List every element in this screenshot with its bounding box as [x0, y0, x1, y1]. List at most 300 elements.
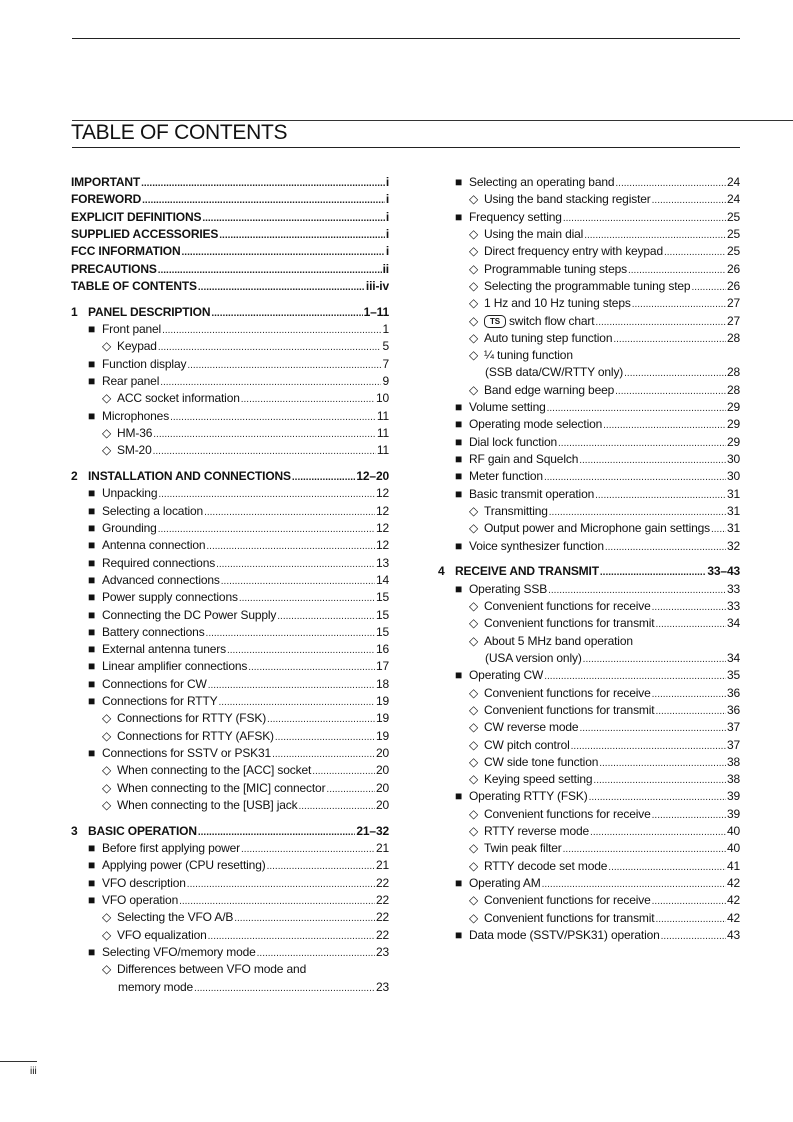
entry-text: PANEL DESCRIPTION	[88, 304, 211, 319]
toc-subentry[interactable]	[438, 633, 740, 650]
dot-leader	[158, 490, 375, 500]
page-number-ref: 25	[726, 226, 740, 241]
page-number-ref: 28	[726, 330, 740, 345]
page-number-ref: 11	[376, 425, 389, 440]
toc-subentry[interactable]	[438, 892, 740, 909]
entry-text: Unpacking	[102, 486, 158, 501]
entry-label	[469, 598, 651, 615]
entry-text: SUPPLIED ACCESSORIES	[71, 226, 219, 241]
page-number-ref: 26	[726, 261, 740, 276]
dot-leader	[162, 326, 381, 336]
page-number-ref: 14	[375, 572, 389, 587]
dot-leader	[158, 266, 382, 276]
toc-entry[interactable]	[71, 944, 389, 961]
toc-entry-front-matter[interactable]	[71, 261, 389, 278]
entry-label	[455, 174, 614, 191]
toc-subentry[interactable]	[438, 685, 740, 702]
entry-text: When connecting to the [USB] jack	[117, 797, 298, 812]
entry-label	[88, 875, 186, 892]
entry-text: RF gain and Squelch	[469, 452, 579, 466]
entry-text: RECEIVE AND TRANSMIT	[455, 564, 599, 579]
toc-entry[interactable]	[71, 624, 389, 641]
page-number-ref: 35	[726, 668, 740, 683]
entry-label	[88, 520, 157, 537]
entry-text: Using the band stacking register	[484, 192, 651, 207]
page-number-ref: 24	[726, 175, 740, 189]
page-number-ref: 31	[726, 521, 740, 536]
page-number-ref: 20	[375, 780, 389, 795]
toc-entry[interactable]	[71, 658, 389, 675]
toc-subentry[interactable]	[438, 503, 740, 520]
dot-leader	[558, 439, 726, 449]
diamond-bullet-icon: ◇	[469, 720, 479, 735]
entry-text: Frequency setting	[469, 209, 562, 224]
entry-label	[88, 408, 169, 425]
entry-label	[455, 788, 588, 805]
toc-entry-front-matter[interactable]	[71, 278, 389, 295]
entry-label	[88, 693, 218, 710]
toc-section-heading[interactable]	[71, 304, 389, 321]
entry-label	[455, 209, 562, 226]
entry-text: Grounding	[102, 520, 157, 535]
entry-label	[438, 563, 599, 580]
page-number-ref: 42	[726, 893, 740, 908]
dot-leader	[664, 248, 726, 258]
toc-subentry[interactable]	[71, 762, 389, 779]
entry-label	[88, 892, 178, 909]
entry-label	[455, 399, 546, 416]
diamond-bullet-icon: ◇	[102, 910, 112, 925]
entry-label	[469, 633, 633, 650]
entry-text: Operating RTTY (FSK)	[469, 789, 588, 804]
toc-entry[interactable]	[71, 408, 389, 425]
toc-subentry[interactable]	[438, 278, 740, 295]
dot-leader	[661, 932, 726, 942]
square-bullet-icon: ■	[88, 322, 96, 336]
square-bullet-icon: ■	[88, 373, 96, 388]
diamond-bullet-icon: ◇	[469, 858, 479, 873]
entry-text: FOREWORD	[71, 192, 142, 207]
toc-entry[interactable]	[438, 486, 740, 503]
entry-label	[71, 209, 201, 226]
entry-label	[118, 979, 193, 996]
page-number-ref: 21	[375, 841, 389, 856]
page-number-ref: 17	[375, 659, 389, 674]
toc-entry[interactable]	[71, 745, 389, 762]
square-bullet-icon: ■	[88, 520, 96, 535]
entry-label	[469, 503, 548, 520]
entry-text: Connections for SSTV or PSK31	[102, 746, 272, 760]
diamond-bullet-icon: ◇	[102, 728, 112, 743]
entry-text: Selecting the VFO A/B	[117, 910, 234, 925]
page-number: iii	[30, 1066, 37, 1077]
toc-entry[interactable]	[71, 676, 389, 693]
diamond-bullet-icon: ◇	[102, 927, 112, 942]
toc-section-heading[interactable]	[71, 823, 389, 840]
entry-label	[469, 226, 583, 243]
dot-leader	[272, 750, 375, 760]
page-number-ref: 27	[726, 296, 740, 311]
dot-leader	[711, 525, 726, 535]
page-number-ref: 13	[375, 555, 389, 570]
title-underline	[72, 147, 740, 148]
entry-text: About 5 MHz band operation	[484, 633, 633, 648]
entry-text: Keying speed setting	[484, 772, 593, 787]
entry-text: Convenient functions for transmit	[484, 616, 655, 631]
dot-leader	[624, 369, 726, 379]
toc-subentry[interactable]	[71, 442, 389, 459]
entry-text: 1 Hz and 10 Hz tuning steps	[484, 296, 631, 311]
toc-entry[interactable]	[438, 451, 740, 468]
page-number-ref: 11	[376, 408, 389, 423]
entry-text: CW pitch control	[484, 737, 570, 752]
toc-subentry[interactable]	[438, 347, 740, 364]
page-number-ref: 5	[382, 339, 389, 354]
dot-leader	[603, 421, 726, 431]
toc-entry-front-matter[interactable]	[71, 243, 389, 260]
toc-subentry[interactable]	[71, 927, 389, 944]
entry-text: Dial lock function	[469, 434, 558, 449]
toc-entry-front-matter[interactable]	[71, 174, 389, 191]
entry-text: Front panel	[102, 322, 162, 336]
toc-entry[interactable]	[71, 875, 389, 892]
toc-section-heading[interactable]	[71, 468, 389, 485]
square-bullet-icon: ■	[88, 356, 96, 371]
page-number-ref: 1–11	[363, 304, 389, 319]
toc-entry[interactable]	[71, 607, 389, 624]
toc-entry[interactable]	[71, 373, 389, 390]
page-number-ref: 34	[726, 650, 740, 665]
page-number-ref: i	[385, 175, 389, 189]
toc-subentry[interactable]	[438, 520, 740, 537]
entry-label	[469, 261, 627, 278]
diamond-bullet-icon: ◇	[469, 261, 479, 276]
dot-leader	[187, 880, 375, 890]
diamond-bullet-icon: ◇	[469, 737, 479, 752]
section-number: 1	[71, 304, 78, 319]
toc-subentry-continued[interactable]	[71, 979, 389, 996]
page-number-ref: 26	[726, 278, 740, 293]
diamond-bullet-icon: ◇	[469, 910, 479, 925]
toc-entry[interactable]	[438, 581, 740, 598]
page-number-ref: 40	[726, 824, 740, 839]
toc-subentry[interactable]	[438, 823, 740, 840]
toc-subentry[interactable]	[438, 702, 740, 719]
dot-leader	[589, 793, 726, 803]
entry-label	[71, 226, 218, 243]
toc-subentry[interactable]	[71, 797, 389, 814]
diamond-bullet-icon: ◇	[469, 824, 479, 839]
square-bullet-icon: ■	[88, 572, 96, 587]
entry-label	[88, 641, 226, 658]
entry-label	[455, 927, 660, 944]
dot-leader	[198, 828, 356, 838]
entry-label	[469, 347, 573, 364]
entry-label	[71, 468, 291, 485]
footer-rule	[0, 1061, 37, 1062]
square-bullet-icon: ■	[455, 789, 463, 804]
page-number-ref: 12–20	[356, 469, 389, 483]
page-number-ref: 29	[726, 417, 740, 432]
dot-leader	[655, 620, 725, 630]
diamond-bullet-icon: ◇	[102, 797, 112, 812]
toc-subentry[interactable]	[71, 425, 389, 442]
toc-subentry[interactable]	[71, 780, 389, 797]
entry-label	[88, 555, 215, 572]
dot-leader	[208, 932, 375, 942]
toc-right-column	[438, 174, 740, 944]
toc-subentry[interactable]	[438, 330, 740, 347]
toc-subentry[interactable]	[438, 858, 740, 875]
entry-label	[71, 261, 157, 278]
entry-label	[102, 780, 325, 797]
page-number-ref: 12	[375, 503, 389, 518]
toc-subentry[interactable]	[438, 598, 740, 615]
entry-text: ¼ tuning function	[484, 348, 573, 363]
section-number: 2	[71, 469, 78, 483]
entry-text: Microphones	[102, 408, 170, 423]
square-bullet-icon: ■	[455, 538, 463, 553]
page-number-ref: 28	[726, 365, 740, 380]
dot-leader	[605, 543, 726, 553]
entry-label	[88, 607, 276, 624]
entry-label	[88, 745, 271, 762]
entry-text: Connecting the DC Power Supply	[102, 607, 277, 622]
toc-entry[interactable]	[438, 174, 740, 191]
dot-leader	[158, 343, 382, 353]
dot-leader	[652, 690, 726, 700]
toc-subentry[interactable]	[438, 910, 740, 927]
page-number-ref: 29	[726, 400, 740, 415]
page-number-ref: 40	[726, 841, 740, 856]
dot-leader	[595, 491, 726, 501]
page-number-ref: 15	[375, 624, 389, 639]
toc-entry[interactable]	[438, 667, 740, 684]
page-number-ref: 23	[375, 944, 389, 959]
toc-entry[interactable]	[438, 434, 740, 451]
entry-text: Convenient functions for receive	[484, 806, 651, 821]
entry-text: Operating AM	[469, 876, 541, 890]
entry-label	[102, 762, 311, 779]
toc-entry-front-matter[interactable]	[71, 226, 389, 243]
toc-entry[interactable]	[438, 399, 740, 416]
page-number-ref: 36	[726, 685, 740, 700]
dot-leader	[608, 863, 726, 873]
entry-label	[469, 702, 654, 719]
entry-label	[102, 961, 306, 978]
toc-entry[interactable]	[71, 693, 389, 710]
page-number-ref: 28	[726, 382, 740, 397]
toc-subentry[interactable]	[438, 719, 740, 736]
toc-subentry[interactable]	[438, 191, 740, 208]
entry-label	[88, 624, 205, 641]
dot-leader	[628, 266, 726, 276]
entry-text: RTTY decode set mode	[484, 858, 608, 873]
entry-text: When connecting to the [MIC] connector	[117, 780, 326, 795]
page-number-ref: 43	[726, 927, 740, 942]
toc-subentry[interactable]	[438, 313, 740, 330]
page-number-ref: 22	[375, 893, 389, 907]
entry-label	[71, 243, 181, 260]
page-number-ref: 19	[375, 711, 389, 726]
dot-leader	[204, 508, 375, 518]
toc-entry[interactable]	[438, 468, 740, 485]
dot-leader	[655, 707, 725, 717]
entry-label	[469, 295, 631, 312]
entry-label	[469, 737, 570, 754]
dot-leader	[326, 785, 375, 795]
toc-entry[interactable]	[71, 485, 389, 502]
toc-subentry[interactable]	[438, 754, 740, 771]
entry-label	[469, 858, 607, 875]
dot-leader	[298, 802, 374, 812]
page-number-ref: 42	[726, 910, 740, 925]
toc-subentry[interactable]	[438, 615, 740, 632]
dot-leader	[571, 742, 726, 752]
toc-entry-front-matter[interactable]	[71, 209, 389, 226]
toc-entry[interactable]	[71, 321, 389, 338]
diamond-bullet-icon: ◇	[102, 391, 112, 406]
entry-text: Operating mode selection	[469, 417, 603, 432]
square-bullet-icon: ■	[88, 607, 96, 622]
square-bullet-icon: ■	[88, 676, 96, 691]
entry-text: BASIC OPERATION	[88, 823, 197, 838]
toc-entry[interactable]	[438, 788, 740, 805]
toc-section-heading[interactable]	[438, 563, 740, 580]
entry-text: Battery connections	[102, 624, 205, 639]
dot-leader	[227, 646, 375, 656]
page-number-ref: 22	[375, 927, 389, 942]
page-number-ref: 33–43	[707, 564, 740, 579]
toc-subentry[interactable]	[71, 710, 389, 727]
toc-entry[interactable]	[71, 892, 389, 909]
page-number-ref: 31	[726, 503, 740, 518]
toc-subentry[interactable]	[71, 338, 389, 355]
section-number: 4	[438, 564, 445, 579]
diamond-bullet-icon: ◇	[469, 244, 479, 259]
toc-entry[interactable]	[438, 927, 740, 944]
toc-subentry[interactable]	[71, 390, 389, 407]
dot-leader	[153, 447, 376, 457]
entry-text: Using the main dial	[484, 226, 584, 241]
entry-text: Operating SSB	[469, 581, 548, 596]
page-number-ref: 41	[726, 858, 740, 873]
entry-label	[455, 451, 578, 468]
diamond-bullet-icon: ◇	[469, 296, 479, 311]
toc-entry[interactable]	[438, 538, 740, 555]
dot-leader	[221, 577, 375, 587]
square-bullet-icon: ■	[88, 694, 96, 709]
square-bullet-icon: ■	[455, 400, 463, 415]
page-number-ref: 18	[375, 676, 389, 691]
entry-text: Transmitting	[484, 503, 548, 518]
toc-subentry-continued[interactable]	[438, 650, 740, 667]
entry-label	[88, 944, 256, 961]
page-number-ref: 20	[375, 746, 389, 760]
toc-entry[interactable]	[71, 589, 389, 606]
entry-text: TABLE OF CONTENTS	[71, 278, 197, 293]
toc-subentry[interactable]	[438, 382, 740, 399]
square-bullet-icon: ■	[455, 417, 463, 432]
toc-entry[interactable]	[438, 209, 740, 226]
toc-subentry[interactable]	[71, 909, 389, 926]
toc-subentry[interactable]	[71, 728, 389, 745]
diamond-bullet-icon: ◇	[469, 599, 479, 613]
toc-subentry[interactable]	[438, 806, 740, 823]
toc-subentry[interactable]	[438, 295, 740, 312]
toc-subentry[interactable]	[438, 226, 740, 243]
dot-leader	[652, 603, 726, 613]
entry-text: Operating CW	[469, 668, 544, 683]
toc-entry[interactable]	[71, 356, 389, 373]
page-number-ref: 30	[726, 469, 740, 484]
entry-text: Connections for RTTY (AFSK)	[117, 728, 274, 743]
dot-leader	[267, 862, 375, 872]
toc-subentry[interactable]	[71, 961, 389, 978]
square-bullet-icon: ■	[88, 893, 96, 907]
toc-entry[interactable]	[71, 520, 389, 537]
entry-label	[455, 416, 602, 433]
dot-leader	[142, 196, 385, 206]
dot-leader	[652, 897, 726, 907]
square-bullet-icon: ■	[455, 434, 463, 449]
dot-leader	[234, 914, 375, 924]
entry-label	[88, 676, 207, 693]
entry-label	[469, 278, 690, 295]
dot-leader	[202, 214, 384, 224]
dot-leader	[241, 395, 375, 405]
toc-entry[interactable]	[71, 857, 389, 874]
page-number-ref: 22	[375, 875, 389, 890]
toc-subentry[interactable]	[438, 737, 740, 754]
entry-label	[102, 425, 152, 442]
dot-leader	[579, 724, 725, 734]
page-number-ref: 20	[375, 797, 389, 812]
toc-entry-front-matter[interactable]	[71, 191, 389, 208]
page-number-ref: 38	[726, 772, 740, 787]
page-number-ref: iii-iv	[365, 278, 389, 293]
toc-entry[interactable]	[71, 840, 389, 857]
toc-entry[interactable]	[71, 537, 389, 554]
toc-entry[interactable]	[71, 503, 389, 520]
dot-leader	[292, 473, 355, 483]
header-rule	[72, 38, 740, 39]
entry-label	[71, 304, 210, 321]
entry-label	[102, 710, 266, 727]
entry-text: Data mode (SSTV/PSK31) operation	[469, 927, 660, 942]
toc-entry[interactable]	[71, 641, 389, 658]
entry-text: Power supply connections	[102, 590, 238, 605]
dot-leader	[182, 248, 385, 258]
dot-leader	[583, 655, 726, 665]
toc-subentry[interactable]	[438, 261, 740, 278]
toc-subentry[interactable]	[438, 771, 740, 788]
entry-label	[469, 191, 651, 208]
toc-entry[interactable]	[438, 875, 740, 892]
toc-subentry[interactable]	[438, 840, 740, 857]
entry-label	[455, 468, 543, 485]
dot-leader	[547, 404, 726, 414]
dot-leader	[219, 231, 385, 241]
toc-entry[interactable]	[71, 555, 389, 572]
dot-leader	[563, 845, 726, 855]
toc-subentry[interactable]	[438, 243, 740, 260]
entry-text: Advanced connections	[102, 572, 220, 587]
toc-subentry-continued[interactable]	[438, 364, 740, 381]
toc-entry[interactable]	[438, 416, 740, 433]
dot-leader	[652, 196, 726, 206]
toc-entry[interactable]	[71, 572, 389, 589]
